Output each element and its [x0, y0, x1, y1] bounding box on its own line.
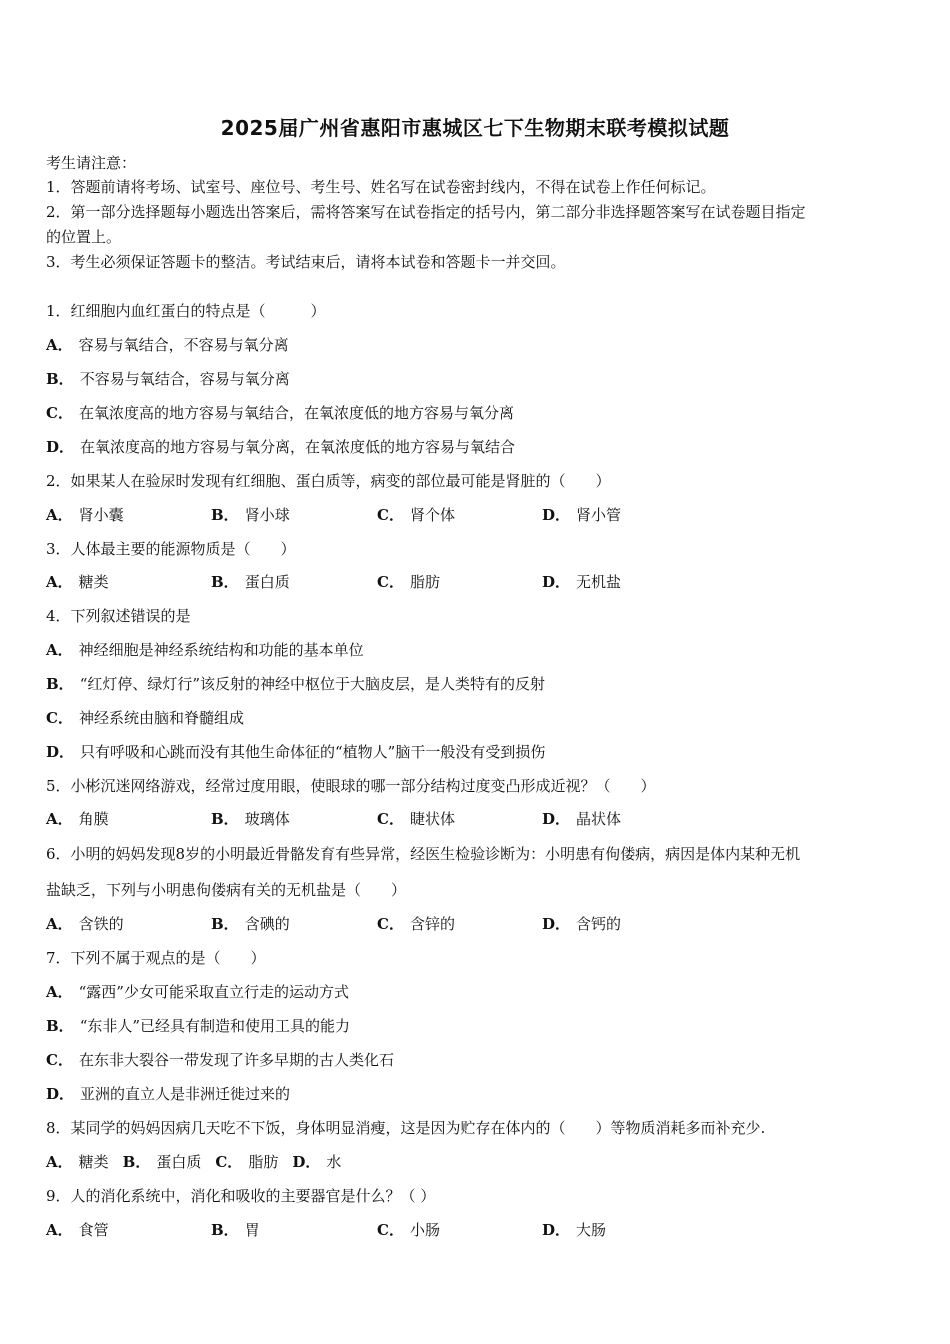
- notice-item: 2．第一部分选择题每小题选出答案后，需将答案写在试卷指定的括号内，第二部分非选择题答案写在试卷题目指定: [46, 203, 806, 221]
- option-text: 肾个体: [409, 506, 455, 524]
- option-text: 食管: [78, 1221, 109, 1239]
- option-text: 角膜: [78, 810, 109, 828]
- option-text: 含铁的: [78, 915, 124, 933]
- option-letter: B．: [211, 1221, 239, 1239]
- option-text: 肾小囊: [78, 506, 124, 524]
- option-letter: A．: [46, 983, 73, 1001]
- option-text: 肾小管: [576, 506, 622, 524]
- option-letter: D．: [542, 810, 571, 828]
- option: [46, 741, 906, 763]
- option-text: 含锌的: [409, 915, 455, 933]
- option-letter: D．: [46, 438, 75, 456]
- option: [46, 334, 906, 356]
- option-text: 在东非大裂谷一带发现了许多早期的古人类化石: [78, 1051, 394, 1069]
- option-text: “露西”少女可能采取直立行走的运动方式: [78, 983, 349, 1001]
- option-text: 神经系统由脑和脊髓组成: [78, 709, 244, 727]
- question-stem: 9．人的消化系统中，消化和吸收的主要器官是什么？（ ）: [46, 1187, 436, 1205]
- notice-item: 的位置上。: [46, 228, 122, 246]
- option-letter: B．: [211, 573, 239, 591]
- option-text: 在氧浓度高的地方容易与氧分离，在氧浓度低的地方容易与氧结合: [80, 438, 516, 456]
- option-text: 蛋白质: [156, 1153, 202, 1171]
- option-text: 晶状体: [576, 810, 622, 828]
- option-text: 睫状体: [409, 810, 455, 828]
- page-title: 2025届广州省惠阳市惠城区七下生物期末联考模拟试题: [220, 116, 730, 140]
- option-row: [46, 1151, 906, 1173]
- question-stem: 8．某同学的妈妈因病几天吃不下饭，身体明显消瘦，这是因为贮存在体内的（ ）等物质消耗多而补充少.: [46, 1119, 766, 1137]
- option: [46, 402, 906, 424]
- option-letter: A．: [46, 506, 73, 524]
- question-stem: 7．下列不属于观点的是（ ）: [46, 949, 266, 967]
- option-letter: C．: [215, 1153, 243, 1171]
- option-text: 含碘的: [244, 915, 290, 933]
- question-stem: 3．人体最主要的能源物质是（ ）: [46, 540, 296, 558]
- option-text: 脂肪: [409, 573, 440, 591]
- option-letter: A．: [46, 641, 73, 659]
- option-text: 无机盐: [576, 573, 622, 591]
- option-letter: D．: [542, 1221, 571, 1239]
- option-letter: A．: [46, 1153, 73, 1171]
- option-letter: B．: [46, 675, 74, 693]
- notice-item: 3．考生必须保证答题卡的整洁。考试结束后，请将本试卷和答题卡一并交回。: [46, 253, 566, 271]
- option-letter: B．: [46, 1017, 74, 1035]
- option-letter: A．: [46, 573, 73, 591]
- option: [46, 673, 906, 695]
- option-text: 亚洲的直立人是非洲迁徙过来的: [80, 1085, 291, 1103]
- option-letter: D．: [542, 506, 571, 524]
- notice-item: 1．答题前请将考场、试室号、座位号、考生号、姓名写在试卷密封线内，不得在试卷上作任何标记。: [46, 178, 716, 196]
- option-letter: C．: [377, 810, 404, 828]
- option-text: 肾小球: [244, 506, 290, 524]
- option-letter: B．: [211, 915, 239, 933]
- option-letter: C．: [377, 573, 404, 591]
- option-text: 大肠: [576, 1221, 607, 1239]
- option-text: 不容易与氧结合，容易与氧分离: [79, 370, 290, 388]
- question-stem: 6．小明的妈妈发现8岁的小明最近骨骼发育有些异常，经医生检验诊断为：小明患有佝偻病，病因是体内某种无机: [46, 845, 801, 863]
- option-text: 蛋白质: [244, 573, 290, 591]
- option: [46, 1015, 906, 1037]
- question-stem-continued: 盐缺乏，下列与小明患佝偻病有关的无机盐是（ ）: [46, 881, 407, 899]
- option: [46, 707, 906, 729]
- option-text: 糖类: [78, 573, 109, 591]
- option-text: 胃: [244, 1221, 260, 1239]
- option: [46, 1083, 906, 1105]
- option-letter: B．: [122, 1153, 151, 1171]
- question-stem: 2．如果某人在验尿时发现有红细胞、蛋白质等，病变的部位最可能是肾脏的（ ）: [46, 472, 611, 490]
- option-letter: C．: [46, 709, 73, 727]
- option-text: 水: [326, 1153, 342, 1171]
- option-letter: D．: [542, 915, 571, 933]
- question-stem: 1．红细胞内血红蛋白的特点是（ ）: [46, 302, 326, 320]
- option-text: 小肠: [409, 1221, 440, 1239]
- option-text: 容易与氧结合，不容易与氧分离: [78, 336, 289, 354]
- option-letter: C．: [46, 404, 73, 422]
- question-stem: 4．下列叙述错误的是: [46, 607, 191, 625]
- option-letter: A．: [46, 915, 73, 933]
- option-text: 脂肪: [248, 1153, 279, 1171]
- option-letter: C．: [377, 1221, 404, 1239]
- option: [46, 436, 906, 458]
- option-letter: D．: [46, 743, 75, 761]
- option-text: 糖类: [78, 1153, 109, 1171]
- option-letter: D．: [292, 1153, 321, 1171]
- option-letter: D．: [46, 1085, 75, 1103]
- option-letter: B．: [46, 370, 74, 388]
- question-stem: 5．小彬沉迷网络游戏，经常过度用眼，使眼球的哪一部分结构过度变凸形成近视？（ ）: [46, 777, 656, 795]
- option: [46, 639, 906, 661]
- option-letter: D．: [542, 573, 571, 591]
- option-text: 在氧浓度高的地方容易与氧结合，在氧浓度低的地方容易与氧分离: [78, 404, 514, 422]
- option-letter: B．: [211, 506, 239, 524]
- option-letter: A．: [46, 1221, 73, 1239]
- option: [46, 1049, 906, 1071]
- option-letter: A．: [46, 336, 73, 354]
- option-text: 只有呼吸和心跳而没有其他生命体征的“植物人”脑干一般没有受到损伤: [80, 743, 546, 761]
- option-text: 神经细胞是神经系统结构和功能的基本单位: [78, 641, 364, 659]
- option-letter: C．: [377, 506, 404, 524]
- option-text: “东非人”已经具有制造和使用工具的能力: [79, 1017, 351, 1035]
- option-letter: A．: [46, 810, 73, 828]
- option-text: 玻璃体: [244, 810, 290, 828]
- option-letter: B．: [211, 810, 239, 828]
- notice-heading: 考生请注意：: [46, 154, 137, 172]
- option-text: 含钙的: [576, 915, 622, 933]
- option-letter: C．: [46, 1051, 73, 1069]
- option: [46, 981, 906, 1003]
- option: [46, 368, 906, 390]
- option-text: “红灯停、绿灯行”该反射的神经中枢位于大脑皮层，是人类特有的反射: [79, 675, 546, 693]
- option-letter: C．: [377, 915, 404, 933]
